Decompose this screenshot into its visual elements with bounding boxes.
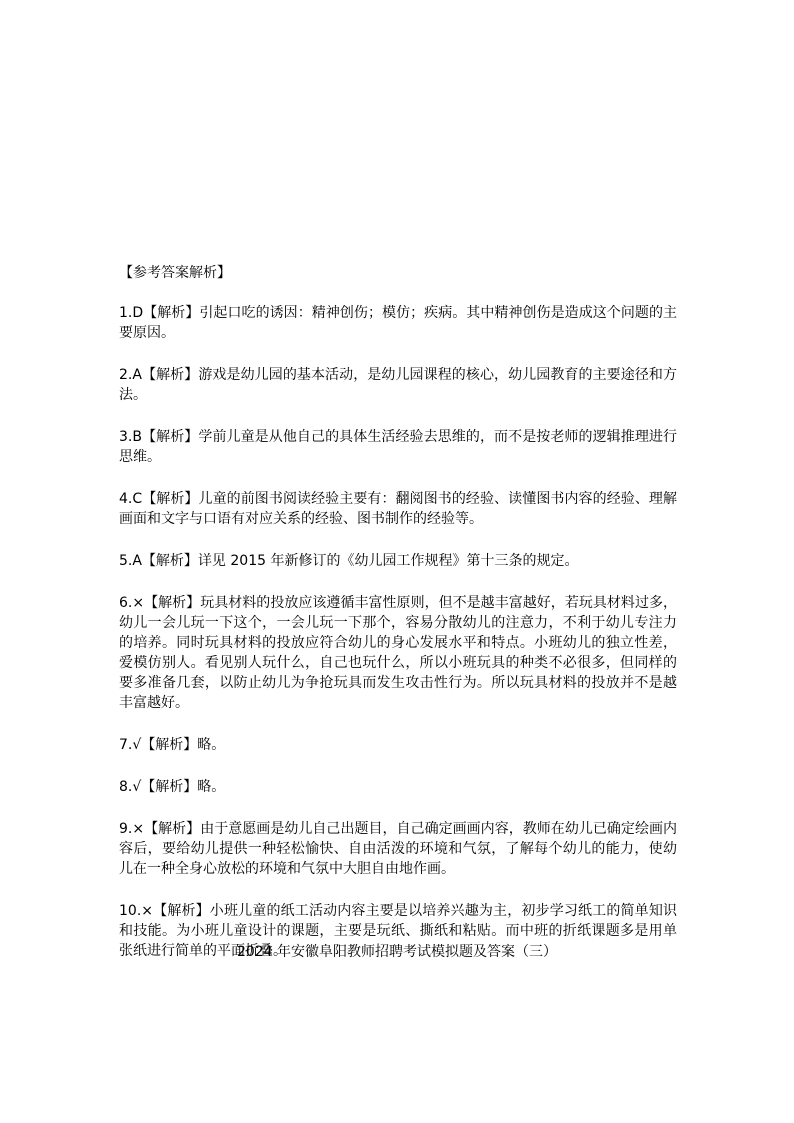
answer-item-1: 1.D【解析】引起口吃的诱因：精神创伤；模仿；疾病。其中精神创伤是造成这个问题的主要原因。 (119, 305, 677, 341)
answer-item-3: 3.B【解析】学前儿童是从他自己的具体生活经验去思维的，而不是按老师的逻辑推理进行思维。 (119, 429, 677, 465)
answer-item-4: 4.C【解析】儿童的前图书阅读经验主要有：翻阅图书的经验、读懂图书内容的经验、理解画面和文字与口语有对应关系的经验、图书制作的经验等。 (119, 491, 677, 527)
answer-item-2: 2.A【解析】游戏是幼儿园的基本活动，是幼儿园课程的核心，幼儿园教育的主要途径和方法。 (119, 367, 677, 403)
answer-item-7: 7.√【解析】略。 (119, 737, 226, 753)
answer-item-9: 9.×【解析】由于意愿画是幼儿自己出题目，自己确定画画内容，教师在幼儿已确定绘画内容后，要给幼儿提供一种轻松愉快、自由活泼的环境和气氛，了解每个幼儿的能力，使幼儿在一种全身心放松的环境和气氛中大胆自由地作画。 (119, 821, 677, 877)
answer-item-6: 6.×【解析】玩具材料的投放应该遵循丰富性原则，但不是越丰富越好，若玩具材料过多，幼儿一会儿玩一下这个，一会儿玩一下那个，容易分散幼儿的注意力，不利于幼儿专注力的培养。同时玩具材料的投放应符合幼儿的身心发展水平和特点。小班幼儿的独立性差，爱模仿别人。看见别人玩什么，自己也玩什么，所以小班玩具的种类不必很多，但同样的要多准备几套，以防止幼儿为争抢玩具而发生攻击性行为。所以玩具材料的投放并不是越丰富越好。 (119, 595, 677, 711)
answer-item-8: 8.√【解析】略。 (119, 779, 226, 795)
answer-item-10: 10.×【解析】小班儿童的纸工活动内容主要是以培养兴趣为主，初步学习纸工的简单知识和技能。为小班儿童设计的课题，主要是玩纸、撕纸和粘贴。而中班的折纸课题多是用单张纸进行简单的平面折叠。 (119, 903, 677, 959)
answer-section (119, 263, 677, 961)
page-footer-title: 2024 年安徽阜阳教师招聘考试模拟题及答案（三） (236, 944, 558, 960)
section-heading: 【参考答案解析】 (119, 265, 231, 281)
answer-item-5: 5.A【解析】详见 2015 年新修订的《幼儿园工作规程》第十三条的规定。 (119, 553, 579, 569)
